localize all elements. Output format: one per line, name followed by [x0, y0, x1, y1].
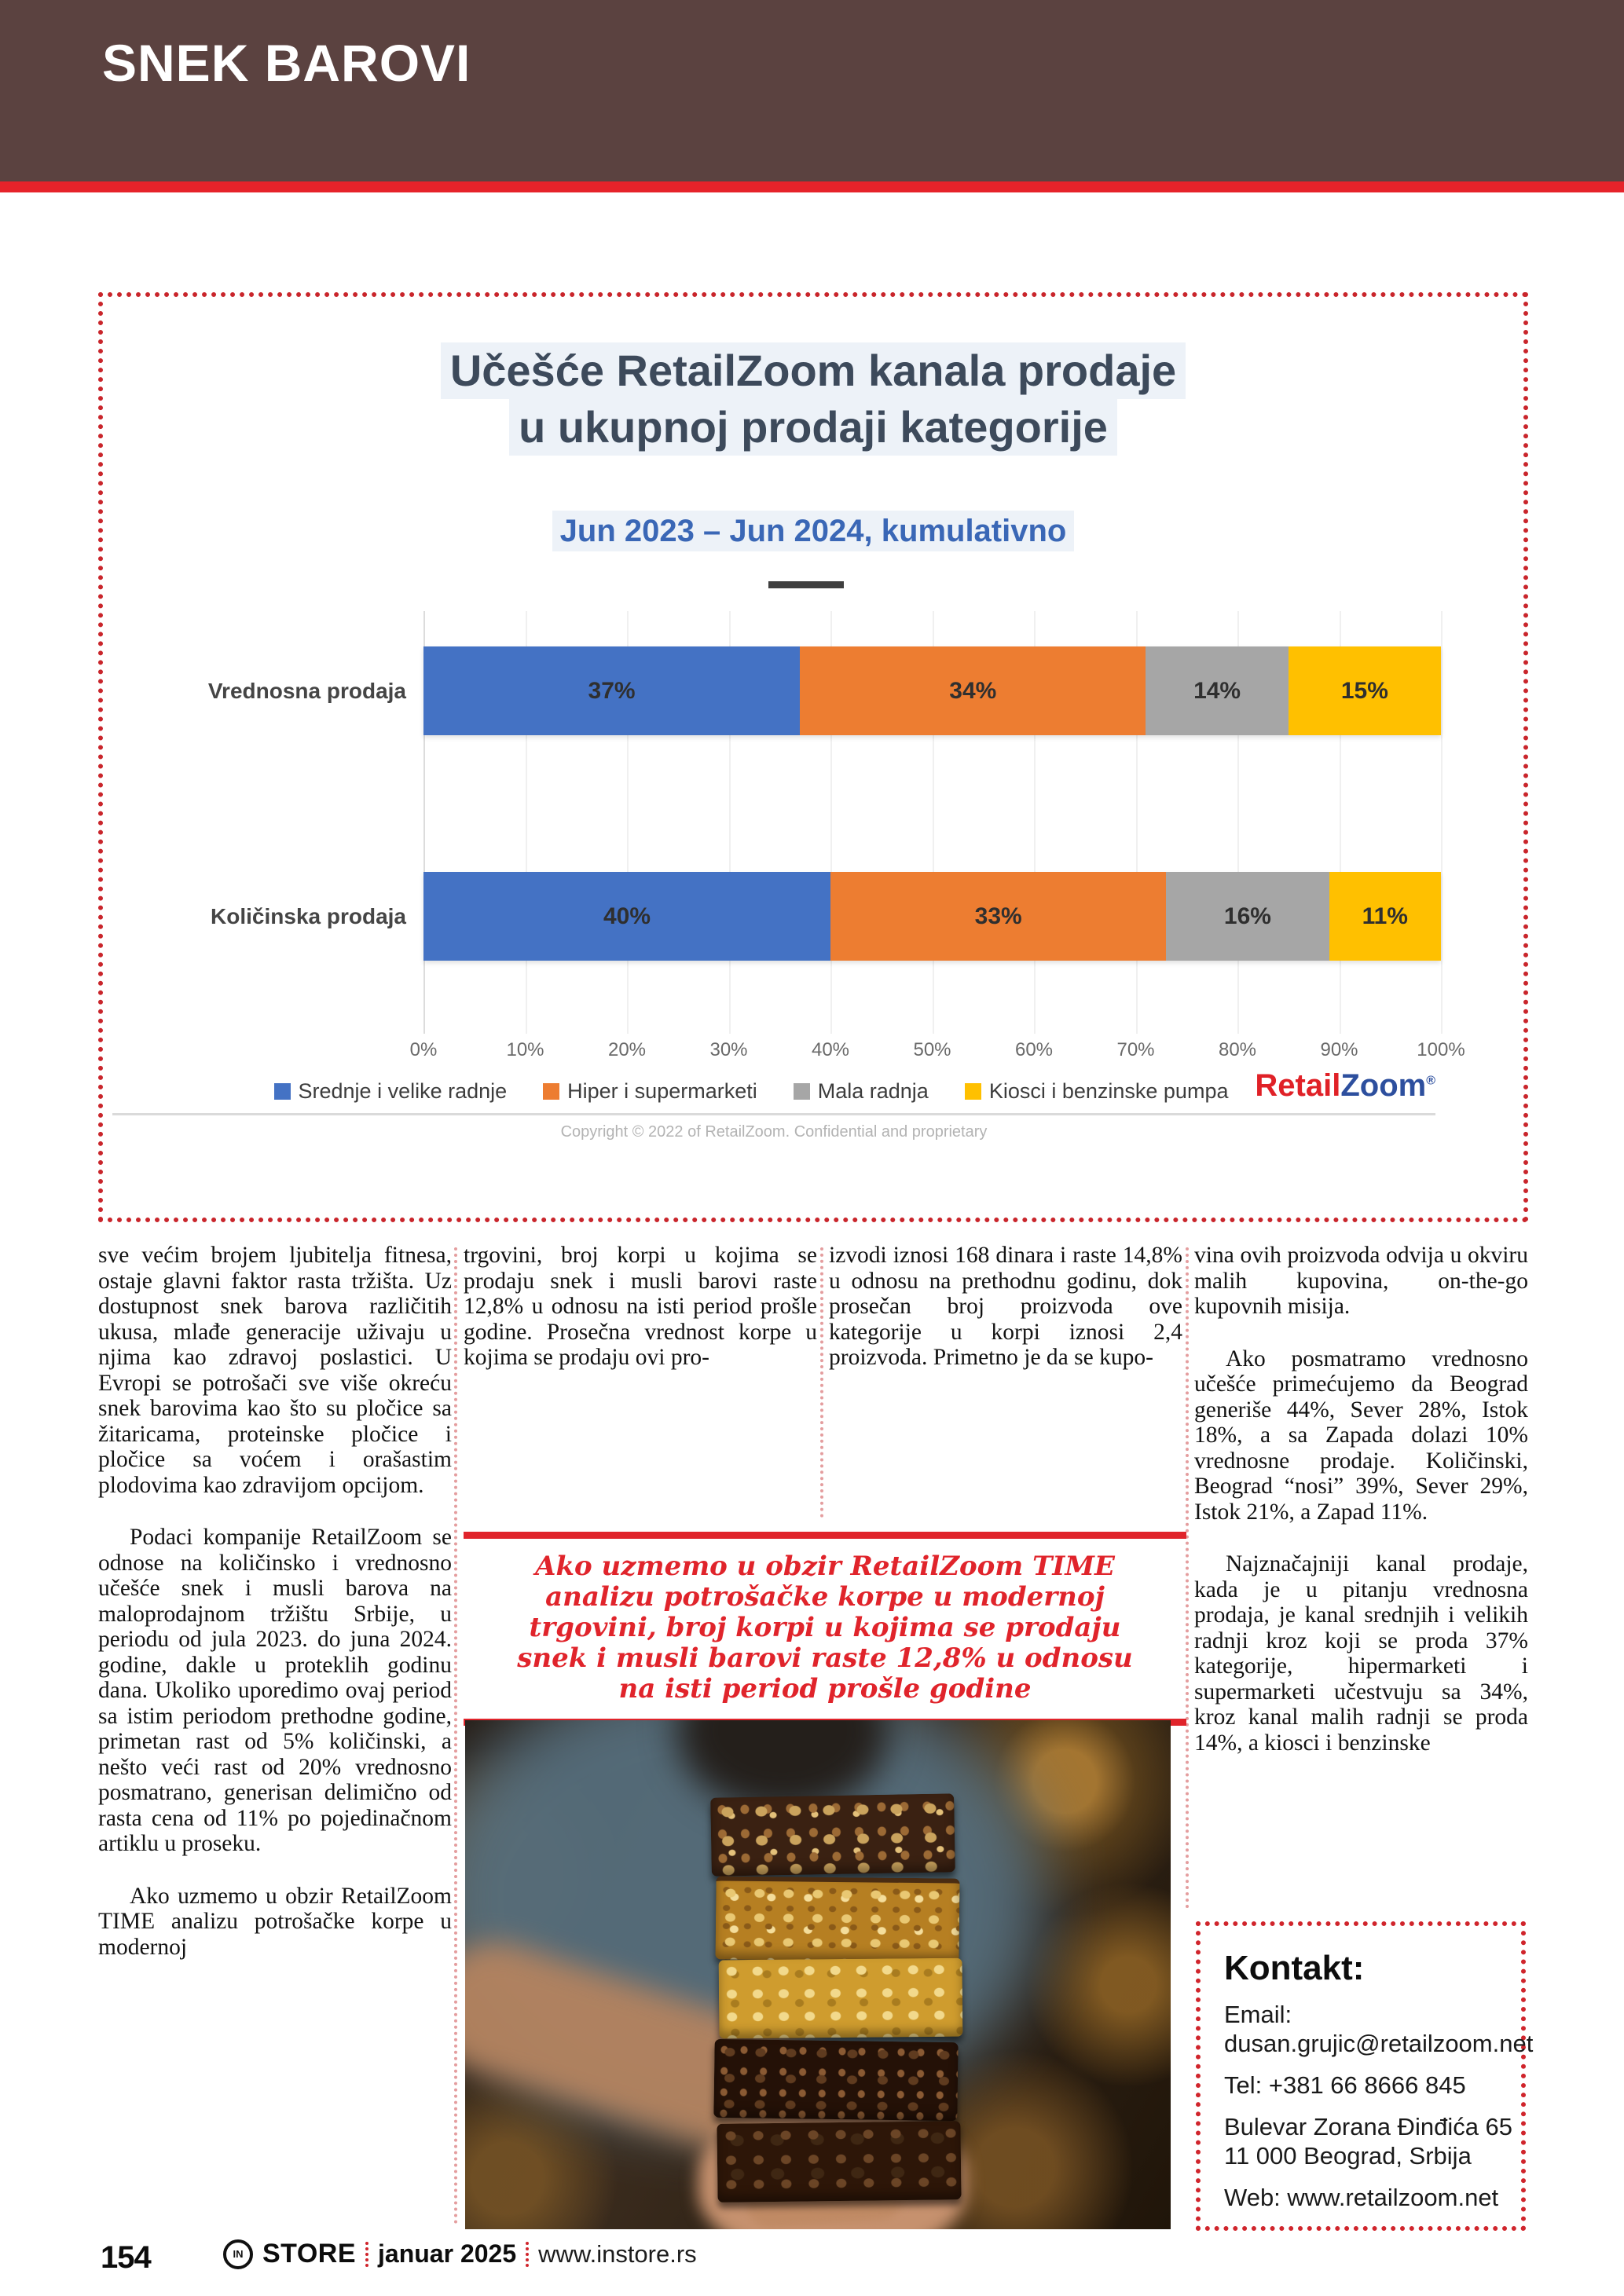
footer-brand-row [223, 2239, 697, 2269]
header-red-stripe [0, 181, 1624, 192]
chart-title-line1: Učešće RetailZoom kanala prodaje [441, 342, 1186, 399]
snack-bar-4 [713, 2039, 958, 2121]
bar-segment [423, 646, 800, 735]
kontakt-address1: Bulevar Zorana Đinđića 65 [1224, 2113, 1513, 2140]
footer-brand-store: STORE [262, 2239, 357, 2269]
axis-tick-label: 80% [1218, 1039, 1257, 1060]
page-footer [0, 2236, 1624, 2276]
legend-swatch-icon [794, 1083, 810, 1100]
chart-subtitle: Jun 2023 – Jun 2024, kumulativno [103, 511, 1523, 551]
bar-row [423, 872, 1441, 961]
chart-separator-line [112, 1113, 1435, 1115]
legend-item [543, 1079, 757, 1104]
bar-value-label: 11% [1362, 903, 1408, 929]
bar-value-label: 37% [588, 677, 636, 704]
legend-swatch-icon [543, 1083, 559, 1100]
legend-swatch-icon [965, 1083, 981, 1100]
legend-label: Mala radnja [817, 1079, 929, 1103]
chart-legend [244, 1079, 1258, 1104]
gridline [1441, 611, 1443, 1034]
bar-segment [423, 872, 830, 961]
paragraph: trgovini, broj korpi u kojima se prodaju snek i musli barovi raste 12,8% u odnosu na isti period prošle godine. Prosečna vrednost korpe u kojima se prodaju ovi pro- [464, 1243, 817, 1370]
bar-segment [800, 646, 1146, 735]
bar-segment [830, 872, 1166, 961]
kontakt-tel: Tel: +381 66 8666 845 [1224, 2071, 1466, 2099]
page-title: SNEK BAROVI [102, 34, 471, 92]
category-label: Vrednosna prodaja [207, 679, 406, 703]
legend-item [965, 1079, 1229, 1104]
retailzoom-logo: RetailZoom® [1255, 1068, 1435, 1103]
snack-bar-2 [715, 1876, 959, 1961]
paragraph: Podaci kompanije RetailZoom se odnose na količinsko i vrednosno učešće snek i musli barova na maloprodajnom tržištu Srbije, u periodu od jula 2023. do juna 2024. godine, dakle u proteklih godinu dana. Ukoliko uporedimo ovaj period sa istim periodom prethodne godine, primetan rast od 5% količinski, a nešto veći rast od 20% vrednosno posmatrano, generisan delimično od rasta cena od 11% po pojedinačnom artiklu u proseku. [98, 1525, 452, 1856]
footer-divider-icon [526, 2242, 529, 2267]
axis-tick-label: 0% [409, 1039, 438, 1060]
snack-bars-photo [465, 1720, 1171, 2229]
legend-item [794, 1079, 929, 1104]
subtitle-underline-dash [768, 581, 844, 588]
article-column-3 [829, 1243, 1182, 1397]
legend-swatch-icon [274, 1083, 291, 1100]
article-column-2 [464, 1243, 817, 1397]
kontakt-email: dusan.grujic@retailzoom.net [1224, 2030, 1534, 2057]
legend-label: Hiper i supermarketi [567, 1079, 757, 1103]
instore-logo-icon: IN [223, 2239, 253, 2269]
axis-tick-label: 60% [1014, 1039, 1054, 1060]
bar-value-label: 14% [1193, 677, 1241, 704]
kontakt-address2: 11 000 Beograd, Srbija [1224, 2142, 1472, 2170]
bar-value-label: 34% [949, 677, 997, 704]
chart-title-line2: u ukupnoj prodaji kategorije [509, 399, 1117, 456]
axis-tick-label: 90% [1320, 1039, 1358, 1060]
kontakt-heading: Kontakt: [1224, 1949, 1365, 1987]
axis-tick-label: 20% [607, 1039, 647, 1060]
snack-bar-stack [711, 1796, 955, 2212]
kontakt-email-label: Email: [1224, 2001, 1292, 2028]
bar-segment [1289, 646, 1441, 735]
page-number: 154 [101, 2240, 151, 2275]
paragraph: Najznačajniji kanal prodaje, kada je u pitanju vrednosna prodaja, je kanal srednjih i velikih radnji kroz koji se proda 37% kategorije, hipermarketi i supermarketi učestvuju sa 34%, kroz kanal malih radnji se proda 14%, a kiosci i benzinske [1194, 1551, 1528, 1756]
snack-bar-1 [710, 1793, 955, 1876]
chart-title [103, 342, 1523, 456]
bar-value-label: 33% [974, 903, 1022, 929]
axis-tick-label: 50% [913, 1039, 951, 1060]
axis-tick-label: 100% [1417, 1039, 1465, 1060]
axis-tick-label: 30% [709, 1039, 748, 1060]
bar-segment [1146, 646, 1288, 735]
bar-value-label: 15% [1340, 677, 1388, 704]
footer-issue: januar 2025 [378, 2239, 517, 2268]
bar-segment [1329, 872, 1441, 961]
bar-value-label: 16% [1223, 903, 1271, 929]
footer-site-url: www.instore.rs [538, 2239, 697, 2268]
axis-tick-label: 10% [506, 1039, 544, 1060]
paragraph: Ako posmatramo vrednosno učešće primećujemo da Beograd generiše 44%, Sever 28%, Istok 18%, a sa Zapada dolazi 10% vrednosne prodaje. Količinski, Beograd “nosi” 39%, Sever 29%, Istok 21%, a Zapad 11%. [1194, 1346, 1528, 1525]
article-column-1 [98, 1243, 452, 1987]
axis-tick-label: 70% [1116, 1039, 1155, 1060]
article-column-4 [1194, 1243, 1528, 1782]
bar-value-label: 40% [603, 903, 651, 929]
paragraph: sve većim brojem ljubitelja fitnesa, ostaje glavni faktor rasta tržišta. Uz dostupnost snek barova različitih ukusa, mlađe generacije uživaju u njima kao zdravoj poslastici. U Evropi se potrošači sve više okreću snek barovima kao što su pločice sa žitaricama, proteinske pločice i pločice sa voćem i orašastim plodovima kao zdravijom opcijom. [98, 1243, 452, 1498]
bar-segment [1166, 872, 1329, 961]
page-header [0, 0, 1624, 181]
snack-bar-3 [719, 1958, 963, 2039]
paragraph: vina ovih proizvoda odvija u okviru malih kupovina, on-the-go kupovnih misija. [1194, 1243, 1528, 1319]
chart-copyright: Copyright © 2022 of RetailZoom. Confidential and proprietary [560, 1123, 988, 1141]
bar-row [423, 646, 1441, 735]
legend-item [274, 1079, 508, 1104]
chart-plot-area [207, 611, 1465, 1060]
column-rule-1-2 [454, 1247, 457, 2225]
pull-quote-text: Ako uzmemo u obzir RetailZoom TIME analizu potrošačke korpe u modernoj trgovini, broj korpi u kojima se prodaju snek i musli barovi raste 12,8% u odnosu na isti period prošle godine [517, 1551, 1133, 1705]
paragraph: izvodi iznosi 168 dinara i raste 14,8% u odnosu na prethodnu godinu, dok prosečan broj proizvoda ove kategorije u korpi iznosi 2,4 proizvoda. Primetno je da se kupo- [829, 1243, 1182, 1370]
chart-panel [98, 292, 1528, 1222]
legend-label: Kiosci i benzinske pumpa [988, 1079, 1229, 1103]
column-rule-2-3 [820, 1247, 823, 1518]
paragraph: Ako uzmemo u obzir RetailZoom TIME analizu potrošačke korpe u modernoj [98, 1883, 452, 1960]
footer-divider-icon [365, 2242, 368, 2267]
kontakt-box [1196, 1921, 1534, 2231]
pull-quote [464, 1532, 1186, 1726]
legend-label: Srednje i velike radnje [298, 1079, 508, 1103]
kontakt-web: Web: www.retailzoom.net [1224, 2184, 1499, 2211]
axis-tick-label: 40% [811, 1039, 850, 1060]
snack-bar-5 [717, 2121, 961, 2203]
category-label: Količinska prodaja [211, 904, 406, 928]
